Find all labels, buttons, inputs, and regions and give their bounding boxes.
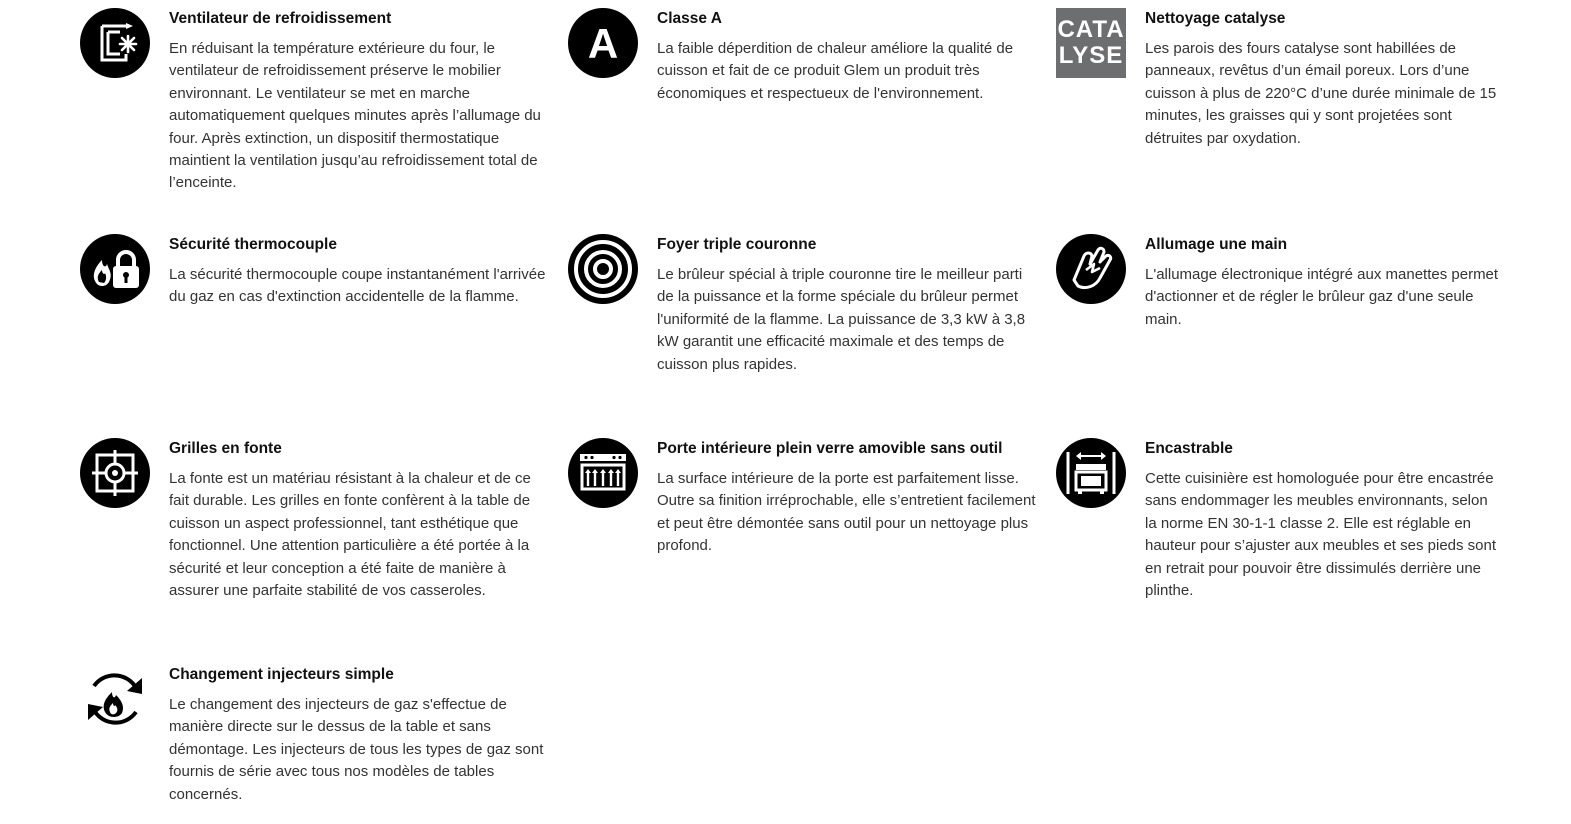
removable-glass-door-icon xyxy=(568,438,638,508)
feature-description: Cette cuisinière est homologuée pour être encastrée sans endommager les meubles environnants, selon la norme EN 30-1-1 classe 2. Elle est réglable en hauteur pour s’ajuster aux meubles et ses pieds sont en retrait pour pouvoir être dissimulés derrière une plinthe. xyxy=(1145,470,1497,600)
feature-title: Porte intérieure plein verre amovible sans outil xyxy=(657,440,1003,457)
feature-description: La faible déperdition de chaleur améliore la qualité de cuisson et fait de ce produit Glem un produit très économiques et respectueux de l'environnement. xyxy=(657,40,1014,102)
feature-catalyse xyxy=(1056,8,1520,234)
cast-iron-grid-icon xyxy=(80,438,150,508)
catalyse-icon-line-1: CATA xyxy=(1057,16,1125,43)
feature-triple-crown xyxy=(568,234,1056,438)
feature-class-a xyxy=(568,8,1056,234)
feature-injector-change xyxy=(80,664,568,824)
class-a-letter: A xyxy=(587,20,619,67)
feature-removable-door xyxy=(568,438,1056,664)
feature-title: Changement injecteurs simple xyxy=(169,666,394,683)
built-in-icon xyxy=(1056,438,1126,508)
feature-description: L'allumage électronique intégré aux manettes permet d'actionner et de régler le brûleur gaz d'une seule main. xyxy=(1145,266,1499,328)
feature-title: Ventilateur de refroidissement xyxy=(169,10,392,27)
feature-thermocouple xyxy=(80,234,568,438)
feature-title: Allumage une main xyxy=(1145,236,1288,253)
thermocouple-safety-icon xyxy=(80,234,150,304)
feature-description: La fonte est un matériau résistant à la chaleur et de ce fait durable. Les grilles en fonte confèrent à la table de cuisson un aspect professionnel, tant esthétique que fonctionnel. Une attention particulière a été portée à la sécurité et leur conception a été faite de manière à assurer une parfaite stabilité de vos casseroles. xyxy=(169,470,531,600)
catalyse-icon-line-2: LYSE xyxy=(1058,42,1124,69)
feature-description: Le changement des injecteurs de gaz s'effectue de manière directe sur le dessus de la table et sans démontage. Les injecteurs de tous les types de gaz sont fournis de série avec tous nos modèles de tables concernés. xyxy=(169,696,544,803)
feature-description: Le brûleur spécial à triple couronne tire le meilleur parti de la puissance et la forme spéciale du brûleur permet l'uniformité de la flamme. La puissance de 3,3 kW à 3,8 kW garantit une efficacité maximale et des temps de cuisson plus rapides. xyxy=(657,266,1026,373)
triple-crown-burner-icon xyxy=(568,234,638,304)
feature-description: En réduisant la température extérieure du four, le ventilateur de refroidissement préserve le mobilier environnant. Le ventilateur se met en marche automatiquement quelques minutes après l’allumage du four. Après extinction, un dispositif thermostatique maintient la ventilation jusqu’au refroidissement total de l’enceinte. xyxy=(169,40,541,192)
class-a-icon xyxy=(568,8,638,78)
feature-cooling-fan xyxy=(80,8,568,234)
feature-title: Encastrable xyxy=(1145,440,1233,457)
feature-title: Classe A xyxy=(657,10,722,27)
catalyse-icon xyxy=(1056,8,1126,78)
feature-one-hand-ignition xyxy=(1056,234,1520,438)
feature-built-in xyxy=(1056,438,1520,664)
feature-description: La surface intérieure de la porte est parfaitement lisse. Outre sa finition irréprochable, elle s’entretient facilement et peut être démontée sans outil pour un nettoyage plus profond. xyxy=(657,470,1036,555)
feature-cast-iron-grid xyxy=(80,438,568,664)
cooling-fan-icon xyxy=(80,8,150,78)
injector-change-icon xyxy=(80,664,150,734)
feature-title: Grilles en fonte xyxy=(169,440,282,457)
feature-title: Sécurité thermocouple xyxy=(169,236,337,253)
feature-description: La sécurité thermocouple coupe instantanément l'arrivée du gaz en cas d'extinction accidentelle de la flamme. xyxy=(169,266,546,306)
feature-title: Nettoyage catalyse xyxy=(1145,10,1286,27)
one-hand-ignition-icon xyxy=(1056,234,1126,304)
features-grid xyxy=(80,8,1520,824)
feature-description: Les parois des fours catalyse sont habillées de panneaux, revêtus d’un émail poreux. Lors d’une cuisson à plus de 220°C d’une durée minimale de 15 minutes, les graisses qui y sont projetées sont détruites par oxydation. xyxy=(1145,40,1497,147)
feature-title: Foyer triple couronne xyxy=(657,236,817,253)
